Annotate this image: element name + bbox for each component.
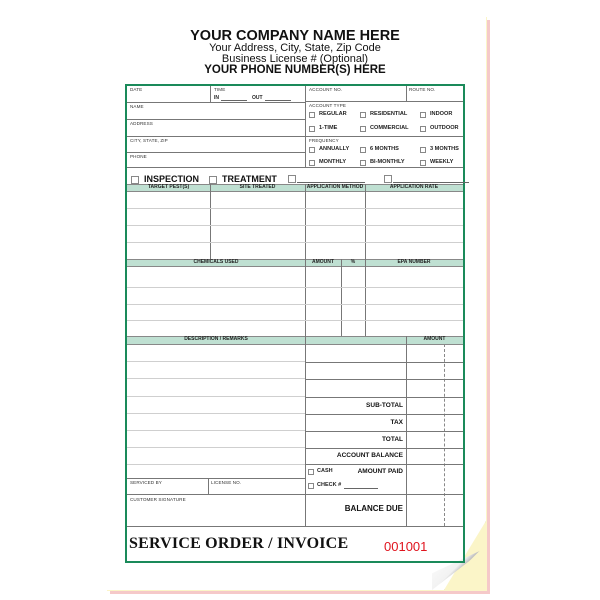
row-line bbox=[127, 464, 305, 465]
row-line bbox=[127, 208, 463, 209]
divider bbox=[210, 184, 211, 259]
check-number-line bbox=[344, 483, 378, 489]
row-line bbox=[305, 362, 463, 363]
divider bbox=[305, 136, 463, 137]
row-line bbox=[305, 397, 463, 398]
blank-line bbox=[393, 175, 469, 183]
row-line bbox=[127, 378, 305, 379]
row-line bbox=[127, 287, 463, 288]
checkbox-inspection[interactable]: INSPECTION bbox=[131, 175, 199, 184]
checkbox-1-time[interactable]: 1-TIME bbox=[309, 126, 337, 132]
checkbox-outdoor[interactable]: OUTDOOR bbox=[420, 126, 459, 132]
checkbox-check[interactable]: CHECK # bbox=[308, 483, 378, 489]
checkbox-bi-monthly[interactable]: BI-MONTHLY bbox=[360, 160, 405, 166]
row-line bbox=[127, 242, 463, 243]
divider bbox=[127, 152, 305, 153]
route-no-field[interactable]: ROUTE NO. bbox=[409, 87, 436, 92]
row-line bbox=[305, 414, 463, 415]
checkbox-residential[interactable]: RESIDENTIAL bbox=[360, 112, 407, 118]
checkbox-icon bbox=[360, 112, 366, 118]
serviced-by-field[interactable]: SERVICED BY bbox=[130, 480, 162, 485]
form-title: SERVICE ORDER / INVOICE bbox=[129, 535, 349, 552]
time-in-line bbox=[221, 95, 247, 101]
col-application-method: APPLICATION METHOD bbox=[306, 184, 364, 190]
col-epa-number: EPA NUMBER bbox=[397, 259, 431, 265]
divider bbox=[341, 259, 342, 336]
checkbox-icon bbox=[308, 483, 314, 489]
divider bbox=[365, 184, 366, 259]
checkbox-other-2[interactable] bbox=[384, 175, 469, 183]
checkbox-icon bbox=[131, 176, 139, 184]
time-out-line bbox=[265, 95, 291, 101]
col-percent: % bbox=[350, 259, 356, 265]
license-no-field[interactable]: LICENSE NO. bbox=[211, 480, 242, 485]
amount-paid-label: AMOUNT PAID bbox=[357, 468, 403, 475]
row-line bbox=[127, 304, 463, 305]
checkbox-weekly[interactable]: WEEKLY bbox=[420, 160, 453, 166]
account-type-label: ACCOUNT TYPE bbox=[309, 103, 347, 108]
checkbox-monthly[interactable]: MONTHLY bbox=[309, 160, 346, 166]
cents-divider bbox=[444, 344, 445, 526]
divider bbox=[210, 86, 211, 102]
checkbox-icon bbox=[288, 175, 296, 183]
address-field[interactable]: ADDRESS bbox=[130, 121, 153, 126]
col-amount: AMOUNT bbox=[312, 259, 334, 265]
customer-signature-field[interactable]: CUSTOMER SIGNATURE bbox=[130, 497, 186, 502]
checkbox-annually[interactable]: ANNUALLY bbox=[309, 147, 349, 153]
checkbox-treatment[interactable]: TREATMENT bbox=[209, 175, 277, 184]
balance-due-label: BALANCE DUE bbox=[344, 504, 403, 513]
row-line bbox=[127, 361, 305, 362]
checkbox-commercial[interactable]: COMMERCIAL bbox=[360, 126, 409, 132]
divider bbox=[305, 86, 306, 167]
time-out-label: OUT bbox=[252, 94, 263, 101]
row-line bbox=[127, 478, 305, 479]
checkbox-icon bbox=[360, 147, 366, 153]
time-in-label: IN bbox=[214, 94, 219, 101]
col-chemicals-used: CHEMICALS USED bbox=[193, 259, 239, 265]
account-no-field[interactable]: ACCOUNT NO. bbox=[309, 87, 343, 92]
name-field[interactable]: NAME bbox=[130, 104, 144, 109]
divider bbox=[208, 478, 209, 494]
row-line bbox=[127, 225, 463, 226]
time-in-field[interactable] bbox=[214, 95, 291, 101]
row-line bbox=[305, 379, 463, 380]
checkbox-icon bbox=[420, 126, 426, 132]
col-target-pests: TARGET PEST(S) bbox=[147, 184, 190, 190]
col-application-rate: APPLICATION RATE bbox=[389, 184, 439, 190]
checkbox-3-months[interactable]: 3 MONTHS bbox=[420, 147, 459, 153]
checkbox-icon bbox=[309, 126, 315, 132]
row-line bbox=[127, 413, 305, 414]
time-label: TIME bbox=[214, 87, 226, 92]
checkbox-icon bbox=[420, 112, 426, 118]
row-line bbox=[127, 320, 463, 321]
subtotal-label: SUB-TOTAL bbox=[366, 402, 403, 409]
total-label: TOTAL bbox=[381, 436, 403, 443]
col-description-remarks: DESCRIPTION / REMARKS bbox=[184, 336, 248, 342]
company-phone: YOUR PHONE NUMBER(S) HERE bbox=[204, 64, 386, 76]
checkbox-icon bbox=[309, 160, 315, 166]
company-name: YOUR COMPANY NAME HERE bbox=[190, 28, 400, 44]
row-line bbox=[305, 494, 463, 495]
divider bbox=[127, 119, 305, 120]
checkbox-regular[interactable]: REGULAR bbox=[309, 112, 347, 118]
divider bbox=[406, 86, 407, 101]
col-site-treated: SITE TREATED bbox=[239, 184, 276, 190]
phone-field[interactable]: PHONE bbox=[130, 154, 147, 159]
form-number: 001001 bbox=[384, 539, 428, 554]
tax-label: TAX bbox=[390, 419, 403, 426]
col-desc-amount: AMOUNT bbox=[423, 336, 446, 342]
form-frame bbox=[125, 84, 465, 563]
checkbox-icon bbox=[420, 160, 426, 166]
row-line bbox=[127, 430, 305, 431]
frequency-label: FREQUENCY bbox=[309, 138, 339, 143]
divider bbox=[127, 167, 463, 168]
row-line bbox=[305, 448, 463, 449]
checkbox-icon bbox=[308, 469, 314, 475]
checkbox-other-1[interactable] bbox=[288, 175, 365, 183]
divider bbox=[305, 259, 306, 336]
row-line bbox=[127, 526, 463, 527]
divider bbox=[305, 184, 306, 259]
divider bbox=[365, 259, 366, 336]
divider bbox=[127, 102, 305, 103]
checkbox-icon bbox=[209, 176, 217, 184]
checkbox-icon bbox=[360, 160, 366, 166]
checkbox-icon bbox=[309, 112, 315, 118]
divider bbox=[305, 101, 463, 102]
row-line bbox=[305, 464, 463, 465]
city-state-zip-field[interactable]: CITY, STATE, ZIP bbox=[130, 138, 168, 143]
row-line bbox=[305, 431, 463, 432]
account-balance-label: ACCOUNT BALANCE bbox=[336, 452, 403, 459]
blank-line bbox=[297, 175, 365, 183]
checkbox-icon bbox=[420, 147, 426, 153]
company-address: Your Address, City, State, Zip Code bbox=[209, 42, 381, 54]
checkbox-icon bbox=[309, 147, 315, 153]
checkbox-indoor[interactable]: INDOOR bbox=[420, 112, 452, 118]
checkbox-6-months[interactable]: 6 MONTHS bbox=[360, 147, 399, 153]
row-line bbox=[127, 494, 305, 495]
business-license: Business License # (Optional) bbox=[221, 53, 369, 65]
row-line bbox=[127, 396, 305, 397]
row-line bbox=[127, 447, 305, 448]
checkbox-cash[interactable]: CASH bbox=[308, 469, 333, 475]
checkbox-icon bbox=[384, 175, 392, 183]
date-field[interactable]: DATE bbox=[130, 87, 143, 92]
divider bbox=[127, 136, 305, 137]
checkbox-icon bbox=[360, 126, 366, 132]
